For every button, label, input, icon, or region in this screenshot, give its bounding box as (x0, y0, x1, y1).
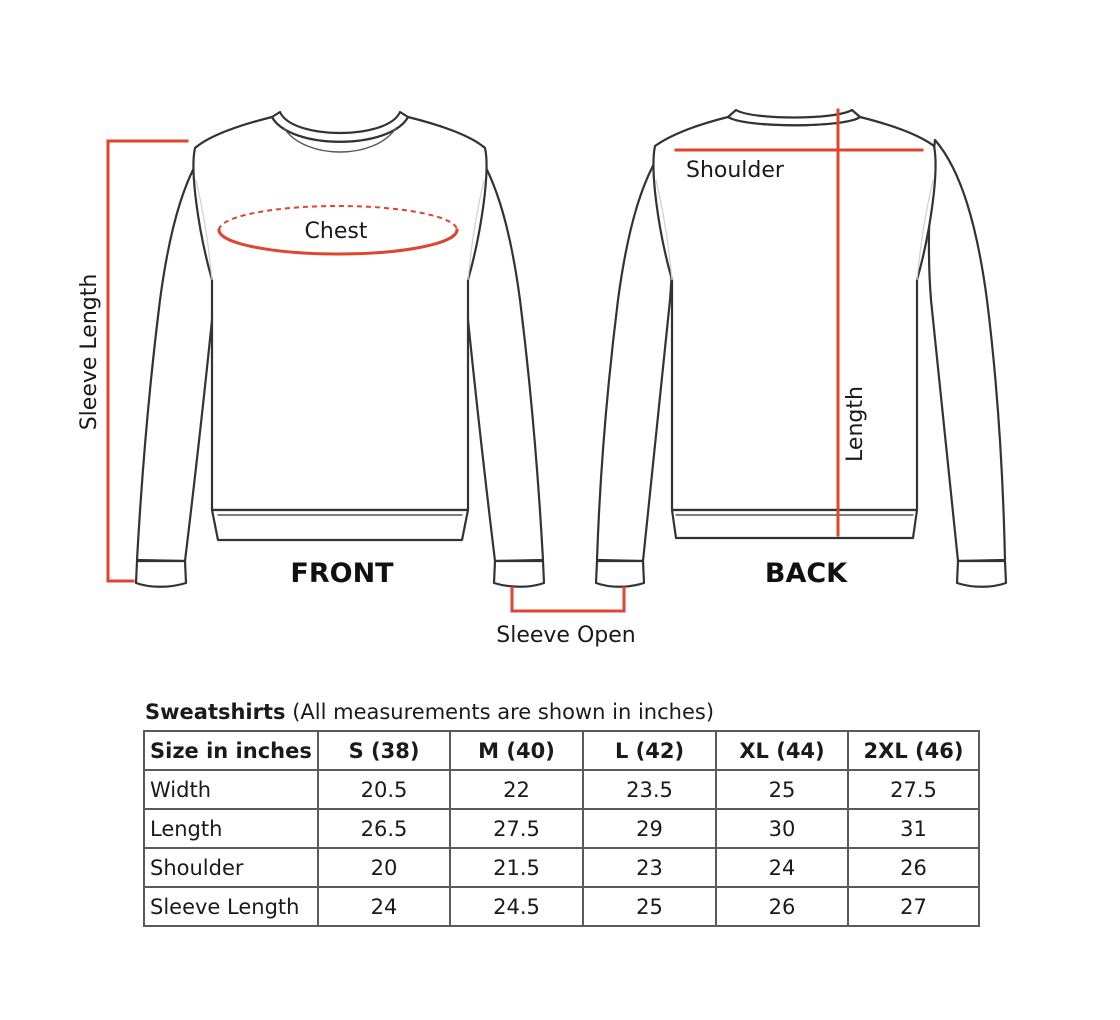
header-size-2xl: 2XL (46) (848, 731, 979, 770)
table-cell: 23.5 (583, 770, 716, 809)
table-row-width (144, 770, 979, 809)
table-caption-note: (All measurements are shown in inches) (292, 700, 715, 724)
table-cell: 27.5 (450, 809, 583, 848)
sleeve-open-measure-line (512, 588, 624, 611)
table-caption-title: Sweatshirts (145, 700, 286, 724)
table-cell: 26 (716, 887, 848, 926)
back-hem-band (672, 510, 917, 538)
size-chart-section (143, 700, 979, 927)
table-cell: 29 (583, 809, 716, 848)
front-right-cuff (494, 561, 544, 587)
table-cell: 27.5 (848, 770, 979, 809)
back-left-cuff (596, 561, 644, 587)
table-row-sleeve-length (144, 887, 979, 926)
row-label: Shoulder (144, 848, 318, 887)
table-cell: 24.5 (450, 887, 583, 926)
shoulder-label: Shoulder (686, 158, 784, 183)
front-view-label: FRONT (290, 558, 394, 589)
front-body (194, 117, 487, 510)
row-label: Length (144, 809, 318, 848)
table-row-shoulder (144, 848, 979, 887)
front-sweatshirt-illustration (136, 112, 544, 587)
size-chart-table (143, 730, 980, 927)
header-size-in-inches: Size in inches (144, 731, 318, 770)
table-cell: 21.5 (450, 848, 583, 887)
header-size-l: L (42) (583, 731, 716, 770)
back-view-label: BACK (764, 558, 848, 589)
table-cell: 24 (318, 887, 450, 926)
front-left-cuff (136, 561, 186, 587)
sleeve-length-label: Sleeve Length (77, 273, 102, 431)
table-cell: 31 (848, 809, 979, 848)
table-cell: 27 (848, 887, 979, 926)
back-collar (728, 110, 860, 125)
back-right-sleeve (929, 140, 1005, 561)
table-cell: 25 (583, 887, 716, 926)
header-size-s: S (38) (318, 731, 450, 770)
sleeve-open-label: Sleeve Open (496, 623, 636, 648)
table-cell: 23 (583, 848, 716, 887)
table-cell: 30 (716, 809, 848, 848)
length-label: Length (843, 386, 868, 462)
back-sweatshirt-illustration (596, 110, 1006, 587)
table-cell: 24 (716, 848, 848, 887)
table-caption (145, 700, 979, 724)
header-size-m: M (40) (450, 731, 583, 770)
table-cell: 25 (716, 770, 848, 809)
table-cell: 26.5 (318, 809, 450, 848)
table-cell: 20 (318, 848, 450, 887)
table-header-row (144, 731, 979, 770)
table-cell: 26 (848, 848, 979, 887)
chest-label: Chest (304, 219, 368, 244)
header-size-xl: XL (44) (716, 731, 848, 770)
row-label: Width (144, 770, 318, 809)
row-label: Sleeve Length (144, 887, 318, 926)
back-right-cuff (957, 561, 1006, 587)
table-cell: 22 (450, 770, 583, 809)
table-cell: 20.5 (318, 770, 450, 809)
table-row-length (144, 809, 979, 848)
